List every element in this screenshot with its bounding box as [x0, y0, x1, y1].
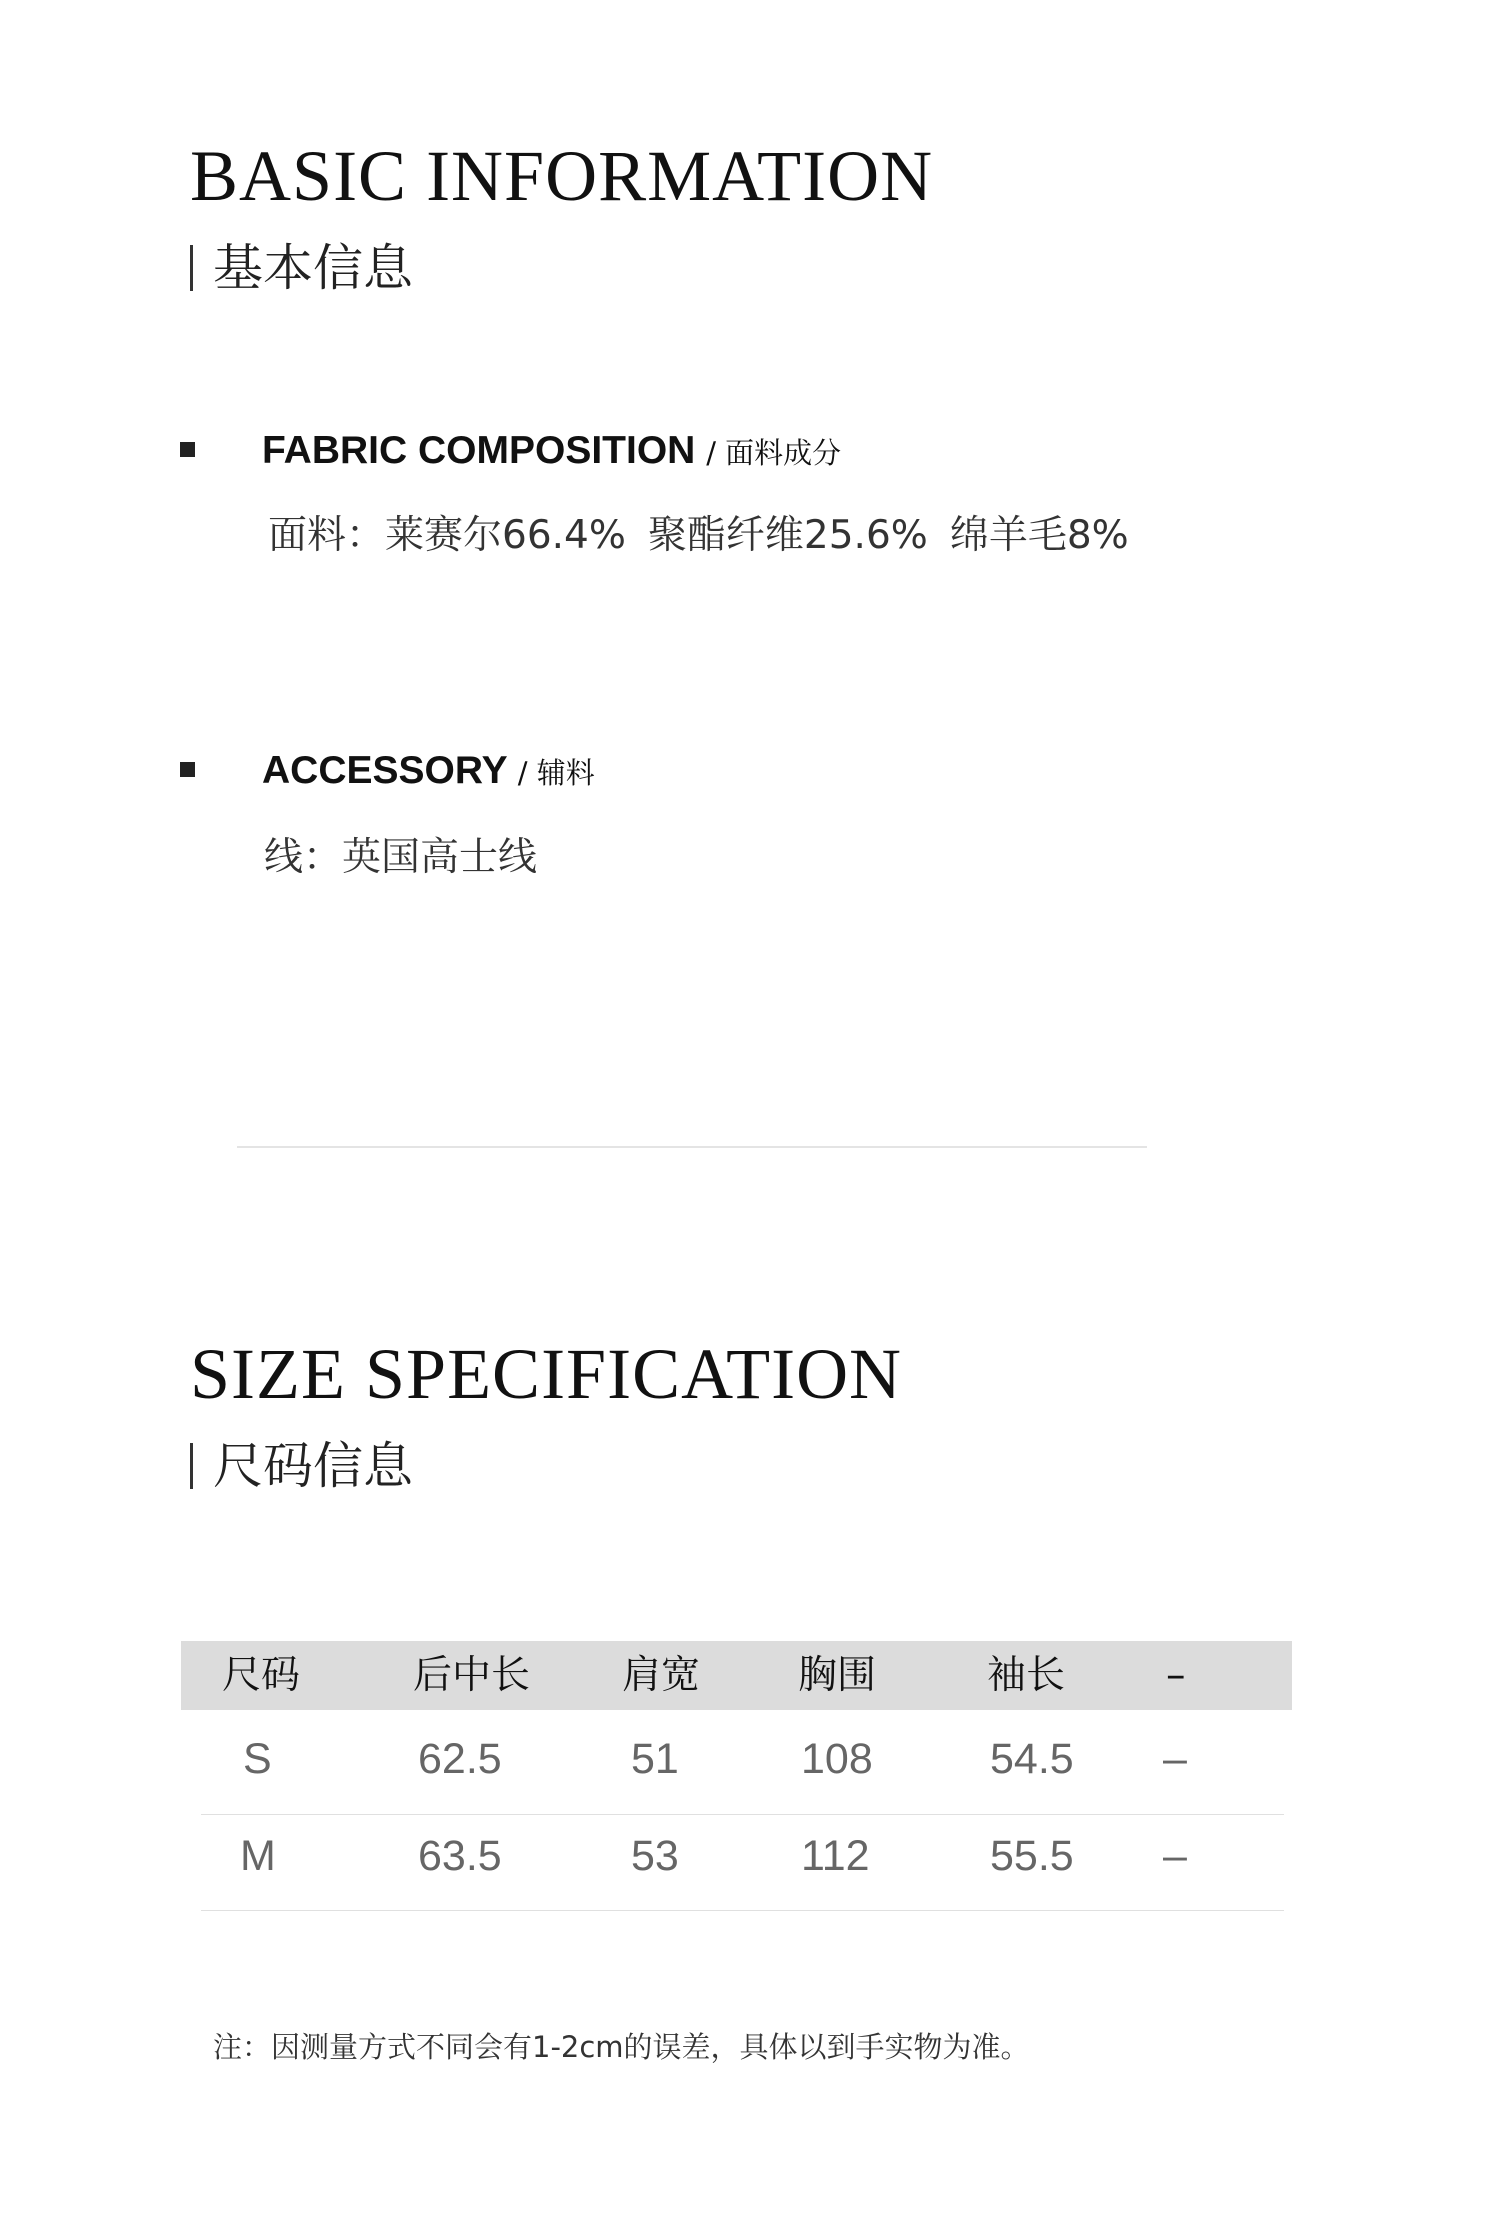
table-cell: 51: [631, 1735, 679, 1783]
table-cell: 55.5: [990, 1832, 1074, 1880]
table-cell: 63.5: [418, 1832, 502, 1880]
fabric-label-cn: / 面料成分: [706, 436, 842, 470]
accessory-label-cn: / 辅料: [517, 756, 595, 790]
basic-information-subtitle: [190, 239, 413, 297]
subtitle-text: 基本信息: [213, 239, 413, 297]
header-cell-size: 尺码: [222, 1653, 301, 1698]
table-cell: –: [1163, 1735, 1187, 1783]
size-specification-title: SIZE SPECIFICATION: [190, 1334, 903, 1414]
bullet-icon: [180, 442, 195, 457]
size-table: [181, 1641, 1292, 1919]
fabric-part: 聚酯纤维25.6%: [647, 513, 928, 558]
header-cell-back-length: 后中长: [413, 1653, 531, 1698]
table-row: [181, 1710, 1292, 1807]
table-cell: 53: [631, 1832, 679, 1880]
subtitle-bar: [190, 1443, 193, 1489]
fabric-prefix: 面料：: [268, 513, 386, 558]
fabric-composition-heading: [262, 431, 841, 470]
measurement-note: 注：因测量方式不同会有1-2cm的误差，具体以到手实物为准。: [213, 2030, 1030, 2064]
table-cell: 108: [801, 1735, 873, 1783]
size-specification-subtitle: [190, 1437, 413, 1495]
header-cell-chest: 胸围: [798, 1653, 877, 1698]
header-cell-sleeve: 袖长: [987, 1653, 1066, 1698]
table-cell: 54.5: [990, 1735, 1074, 1783]
bullet-icon: [180, 762, 195, 777]
basic-information-title: BASIC INFORMATION: [190, 136, 934, 216]
accessory-heading: [262, 751, 595, 790]
accessory-value: 线：英国高士线: [264, 835, 538, 880]
table-cell: 62.5: [418, 1735, 502, 1783]
fabric-part: 莱赛尔66.4%: [385, 513, 626, 558]
header-cell-shoulder: 肩宽: [622, 1653, 701, 1698]
fabric-label: FABRIC COMPOSITION: [262, 429, 696, 472]
table-header: [181, 1641, 1292, 1710]
fabric-composition-value: [268, 513, 1129, 558]
section-divider: [237, 1146, 1147, 1148]
row-divider: [201, 1910, 1284, 1911]
table-cell: S: [243, 1735, 272, 1783]
table-cell: –: [1163, 1832, 1187, 1880]
table-cell: M: [240, 1832, 276, 1880]
subtitle-bar: [190, 245, 193, 291]
accessory-label: ACCESSORY: [262, 749, 507, 792]
header-cell-extra: –: [1166, 1653, 1186, 1698]
subtitle-text: 尺码信息: [213, 1437, 413, 1495]
fabric-part: 绵羊毛8%: [949, 513, 1129, 558]
table-cell: 112: [801, 1832, 870, 1880]
table-row: [181, 1815, 1292, 1911]
